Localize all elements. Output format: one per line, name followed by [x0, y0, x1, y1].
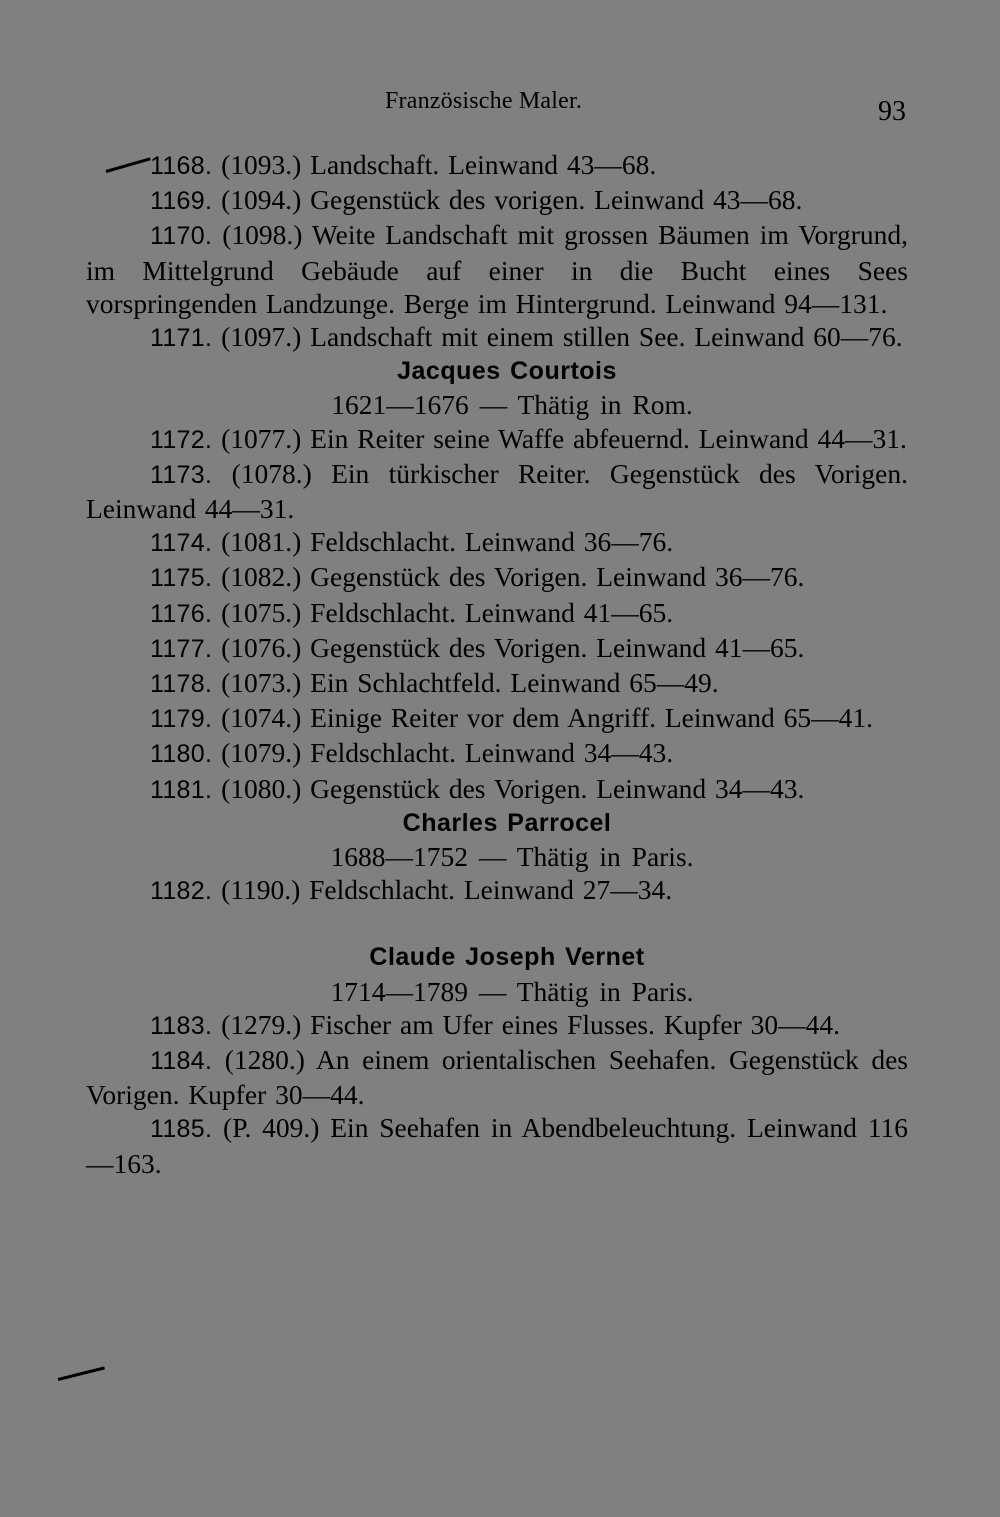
- entry-text: (1077.) Ein Reiter seine Waffe abfeuernd. Leinwand 44—31.: [212, 422, 907, 454]
- artist-name: Claude Joseph Vernet: [369, 943, 645, 972]
- catalog-entry: [86, 631, 908, 666]
- page-number: 93: [878, 96, 906, 127]
- entry-number: 1180.: [150, 740, 213, 769]
- catalog-entry: [86, 1008, 908, 1043]
- artist-name: Jacques Courtois: [397, 357, 617, 386]
- artist-dates: 1621—1676 — Thätig in Rom.: [331, 389, 693, 421]
- entry-number: 1183.: [150, 1011, 213, 1040]
- catalog-entry: [86, 701, 908, 736]
- catalog-entry: [86, 666, 908, 701]
- entry-text: (1093.) Landschaft. Leinwand 43—68.: [212, 149, 657, 180]
- catalog-entry: [86, 218, 908, 320]
- entry-number: 1174.: [150, 529, 213, 558]
- artist-dates: 1688—1752 — Thätig in Paris.: [330, 841, 694, 873]
- entry-text: (1075.) Feldschlacht. Leinwand 41—65.: [212, 596, 674, 628]
- catalog-entry: [86, 596, 908, 631]
- entry-number: 1168.: [150, 152, 213, 180]
- catalog-entry: [86, 560, 908, 595]
- catalog-entry: [86, 422, 908, 457]
- entry-text: (1073.) Ein Schlachtfeld. Leinwand 65—49.: [212, 667, 719, 699]
- catalog-entry: [86, 148, 908, 183]
- catalog-entry: [86, 320, 908, 355]
- catalog-entry: [86, 873, 908, 908]
- entry-text: (1074.) Einige Reiter vor dem Angriff. Leinwand 65—41.: [212, 702, 874, 734]
- entry-text: (1280.) An einem orientalischen Seehafen. Gegenstück des Vorigen. Kupfer 30—44.: [86, 1044, 908, 1111]
- entry-number: 1177.: [150, 634, 213, 663]
- entry-text: (1078.) Ein türkischer Reiter. Gegenstück des Vorigen. Leinwand 44—31.: [86, 457, 908, 525]
- artist-dates: 1714—1789 — Thätig in Paris.: [330, 975, 694, 1007]
- entry-text: (P. 409.) Ein Seehafen in Abendbeleuchtung. Leinwand 116—163.: [86, 1112, 908, 1179]
- entry-number: 1185.: [150, 1115, 213, 1144]
- artist-name: Charles Parrocel: [402, 808, 612, 837]
- catalog-text: [86, 148, 908, 1180]
- entry-text: (1080.) Gegenstück des Vorigen. Leinwand 34—43.: [212, 772, 805, 804]
- entry-number: 1172.: [150, 425, 213, 454]
- entry-text: (1079.) Feldschlacht. Leinwand 34—43.: [212, 737, 674, 769]
- entry-number: 1173.: [150, 460, 213, 489]
- catalog-entry: [86, 525, 908, 560]
- entry-text: (1094.) Gegenstück des vorigen. Leinwand 43—68.: [212, 184, 803, 216]
- catalog-entry: [86, 736, 908, 771]
- entry-number: 1184.: [150, 1047, 213, 1076]
- entry-number: 1175.: [150, 564, 213, 593]
- entry-number: 1170.: [150, 222, 213, 251]
- entry-number: 1179.: [150, 705, 213, 734]
- entry-text: (1098.) Weite Landschaft mit grossen Bäumen im Vorgrund, im Mittelgrund Gebäude auf einer in die Bucht eines Sees vorspringenden Landzunge. Berge im Hintergrund. Leinwand 94—131.: [86, 219, 908, 319]
- section-gap: [86, 908, 908, 941]
- entry-number: 1176.: [150, 599, 213, 628]
- entry-number: 1178.: [150, 670, 213, 699]
- entry-text: (1097.) Landschaft mit einem stillen See. Leinwand 60—76.: [212, 321, 903, 353]
- entry-text: (1076.) Gegenstück des Vorigen. Leinwand 41—65.: [212, 631, 805, 663]
- entry-number: 1181.: [150, 775, 213, 804]
- entry-number: 1171.: [150, 324, 213, 353]
- entry-text: (1190.) Feldschlacht. Leinwand 27—34.: [212, 874, 673, 906]
- entry-text: (1081.) Feldschlacht. Leinwand 36—76.: [212, 526, 674, 558]
- entry-number: 1182.: [150, 877, 213, 906]
- catalog-entry: [86, 772, 908, 807]
- running-head: Französische Maler.: [385, 88, 583, 114]
- entry-text: (1279.) Fischer am Ufer eines Flusses. Kupfer 30—44.: [212, 1008, 840, 1040]
- catalog-entry: [86, 183, 908, 218]
- catalog-entry: [86, 457, 908, 525]
- pen-mark: [58, 1366, 105, 1381]
- entry-text: (1082.) Gegenstück des Vorigen. Leinwand 36—76.: [212, 561, 805, 593]
- catalog-entry: [86, 1111, 908, 1179]
- entry-number: 1169.: [150, 187, 213, 216]
- catalog-entry: [86, 1043, 908, 1111]
